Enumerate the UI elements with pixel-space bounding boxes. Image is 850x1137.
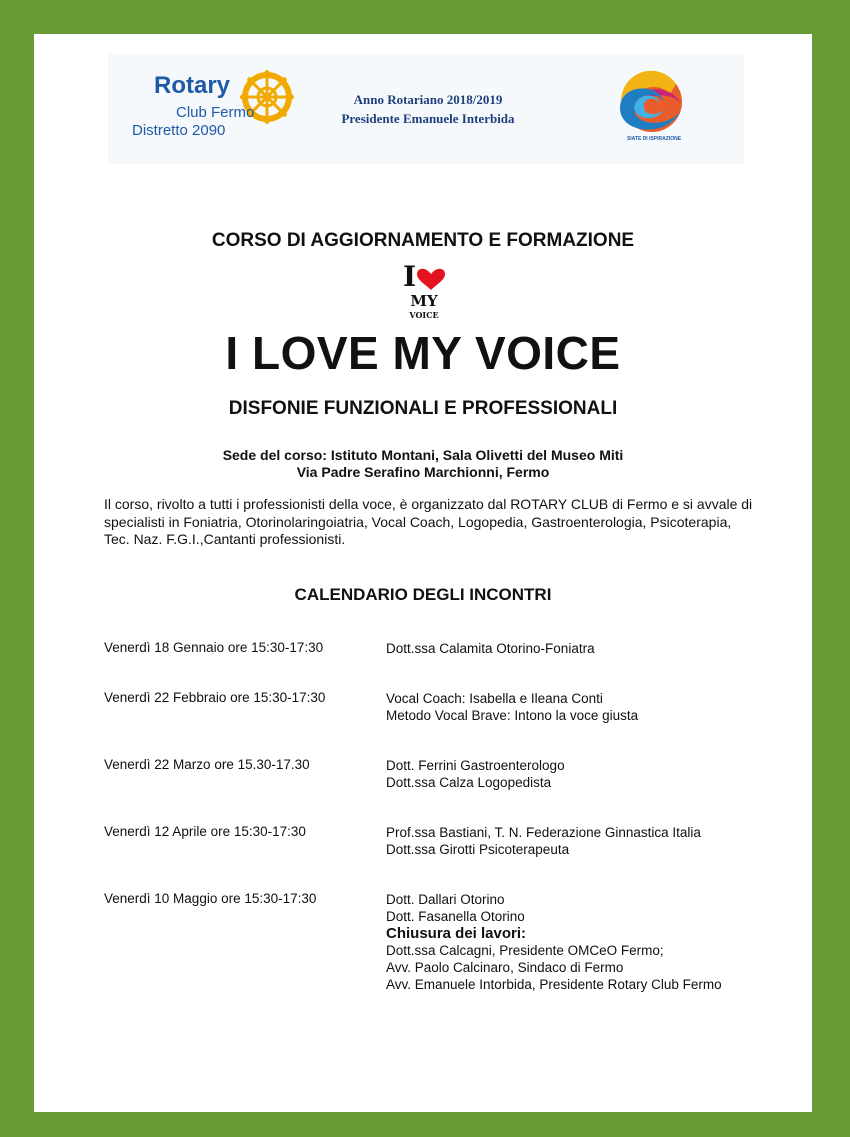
rotary-club-logo: [128, 68, 298, 148]
speaker-line: Vocal Coach: Isabella e Ileana Conti: [386, 691, 603, 706]
president-name: Presidente Emanuele Interbida: [341, 111, 515, 126]
logo-voice: VOICE: [409, 310, 439, 320]
venue-line: Sede del corso: Istituto Montani, Sala Olivetti del Museo Miti: [222, 447, 624, 463]
course-venue: [34, 447, 812, 481]
meeting-speakers: [386, 891, 756, 993]
district-name: Distretto 2090: [132, 122, 226, 139]
closing-label: Chiusura dei lavori:: [386, 925, 527, 942]
heart-icon: [417, 269, 445, 290]
meeting-speakers: [386, 757, 756, 791]
meeting-date: Venerdì 22 Marzo ore 15.30-17.30: [104, 757, 310, 772]
meeting-speakers: [386, 640, 756, 657]
rotary-wordmark: Rotary: [154, 72, 231, 99]
course-title: CORSO DI AGGIORNAMENTO E FORMAZIONE: [211, 230, 635, 251]
main-title: I LOVE MY VOICE: [225, 327, 621, 379]
rotary-year-block: [308, 90, 548, 128]
calendar-title: CALENDARIO DEGLI INCONTRI: [294, 585, 552, 604]
meeting-date: Venerdì 18 Gennaio ore 15:30-17:30: [104, 640, 324, 655]
venue-address: Via Padre Serafino Marchionni, Fermo: [296, 464, 550, 480]
rotary-year: Anno Rotariano 2018/2019: [353, 92, 503, 107]
speaker-line: Dott. Dallari Otorino: [386, 892, 505, 907]
speaker-line: Dott. Fasanella Otorino: [386, 909, 525, 924]
logo-my: MY: [410, 292, 438, 310]
closing-speaker: Dott.ssa Calcagni, Presidente OMCeO Fermo;: [386, 943, 664, 958]
closing-speaker: Avv. Paolo Calcinaro, Sindaco di Fermo: [386, 960, 624, 975]
speaker-line: Metodo Vocal Brave: Intono la voce giusta: [386, 708, 639, 723]
header-banner: [108, 54, 744, 164]
speaker-line: Prof.ssa Bastiani, T. N. Federazione Ginnastica Italia: [386, 825, 701, 840]
closing-speaker: Avv. Emanuele Intorbida, Presidente Rotary Club Fermo: [386, 977, 722, 992]
intro-paragraph: Il corso, rivolto a tutti i professionisti della voce, è organizzato dal ROTARY CLUB di Fermo e si avvale di specialisti in Foniatria, Otorinolaringoiatria, Vocal Coach, Logopedia, Gastroenterologia, Psicoterapia, Tec. Naz. F.G.I.,Cantanti professionisti.: [104, 496, 753, 547]
meeting-date: Venerdì 10 Maggio ore 15:30-17:30: [104, 891, 317, 906]
flyer-page: [34, 34, 812, 1112]
speaker-line: Dott. Ferrini Gastroenterologo: [386, 758, 565, 773]
meeting-date: Venerdì 22 Febbraio ore 15:30-17:30: [104, 690, 326, 705]
speaker-line: Dott.ssa Girotti Psicoterapeuta: [386, 842, 570, 857]
club-name: Club Fermo: [176, 104, 255, 121]
meeting-date: Venerdì 12 Aprile ore 15:30-17:30: [104, 824, 306, 839]
meeting-speakers: [386, 690, 756, 724]
i-love-my-voice-logo: [399, 260, 449, 324]
logo-letter: I: [403, 260, 417, 293]
meeting-speakers: [386, 824, 756, 858]
inspire-caption: SIATE DI ISPIRAZIONE: [626, 136, 682, 142]
speaker-line: Dott.ssa Calamita Otorino-Foniatra: [386, 641, 595, 656]
speaker-line: Dott.ssa Calza Logopedista: [386, 775, 552, 790]
subtitle: DISFONIE FUNZIONALI E PROFESSIONALI: [228, 398, 618, 419]
